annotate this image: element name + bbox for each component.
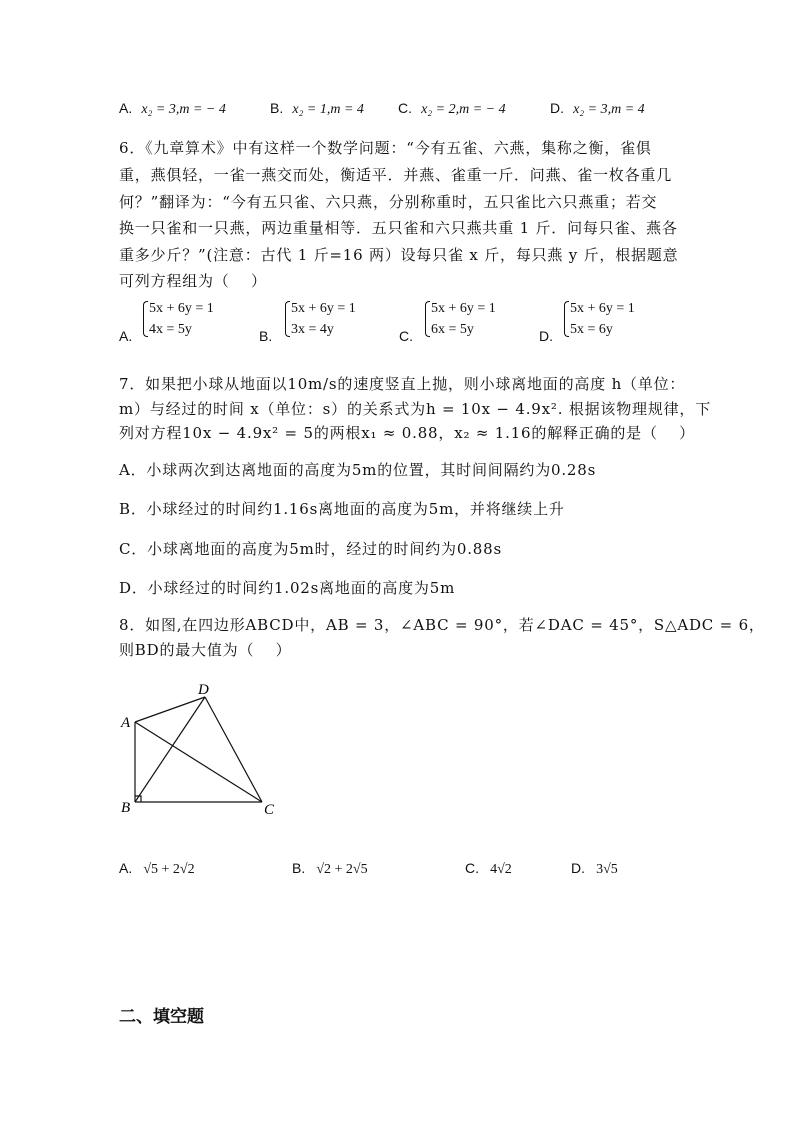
label-d: D [198,682,209,698]
q7-option-c[interactable]: C．小球离地面的高度为5m时，经过的时间约为0.88s [119,540,502,558]
q6-option-b-label[interactable]: B. [259,328,273,344]
q8-option-d[interactable]: D. 3√5 [571,860,618,877]
q8-option-c[interactable]: C. 4√2 [465,860,512,877]
q6-option-c-label[interactable]: C. [399,328,413,344]
q7-line-1: 7．如果把小球从地面以10m/s的速度竖直上抛，则小球离地面的高度 h（单位： [119,375,686,393]
q6-line-6: 可列方程组为（ ） [119,272,267,290]
q6-option-a-system[interactable]: 5x + 6y = 1 4x = 5y [143,298,214,340]
q6-line-5: 重多少斤？”(注意：古代 1 斤=16 两）设每只雀 x 斤，每只燕 y 斤，根据题意 [119,246,679,264]
q5-option-d-expr: x₂ = 3,m = 4 [573,102,645,117]
q7-option-b[interactable]: B．小球经过的时间约1.16s离地面的高度为5m，并将继续上升 [119,500,565,518]
q6-option-c-system[interactable]: 5x + 6y = 1 6x = 5y [425,298,496,340]
label-a: A [121,715,131,731]
label-c: C [264,802,275,818]
q8-line-1: 8．如图,在四边形ABCD中，AB = 3，∠ABC = 90°，若∠DAC = 45°，S△ADC = 6， [119,616,765,634]
segment-bd [135,697,205,802]
q6-option-b-system[interactable]: 5x + 6y = 1 3x = 4y [285,298,356,340]
section-heading: 二、填空题 [119,1007,204,1027]
q7-line-2: m）与经过的时间 x（单位：s）的关系式为h = 10x − 4.9x². 根据该物理规律，下 [119,400,712,418]
q7-option-a[interactable]: A．小球两次到达离地面的高度为5m的位置，其时间间隔约为0.28s [119,461,597,479]
q8-option-c-expr: 4√2 [490,862,512,877]
q5-option-a[interactable]: A. x₂ = 3,m = − 4 [119,100,226,117]
q6-line-2: 重，燕俱轻，一雀一燕交而处，衡适平．并燕、雀重一斤．问燕、雀一枚各重几 [119,166,673,184]
label-b: B [121,800,131,816]
q6-option-d-system[interactable]: 5x + 6y = 1 5x = 6y [564,298,635,340]
q7-option-d[interactable]: D．小球经过的时间约1.02s离地面的高度为5m [119,579,456,597]
q6-line-3: 何？”翻译为：“今有五只雀、六只燕，分别称重时，五只雀比六只燕重；若交 [119,193,658,211]
q8-quadrilateral-figure [110,680,290,820]
q5-option-c-expr: x₂ = 2,m = − 4 [421,102,506,117]
q5-option-d[interactable]: D. x₂ = 3,m = 4 [550,100,645,117]
q8-option-d-expr: 3√5 [596,862,618,877]
q8-option-b[interactable]: B. √2 + 2√5 [292,860,368,877]
q8-option-b-expr: √2 + 2√5 [316,862,368,877]
q5-option-b[interactable]: B. x₂ = 1,m = 4 [270,100,364,117]
q5-option-c[interactable]: C. x₂ = 2,m = − 4 [398,100,506,117]
q6-line-4: 换一只雀和一只燕，两边重量相等．五只雀和六只燕共重 1 斤．问每只雀、燕各 [119,219,678,237]
q5-option-b-expr: x₂ = 1,m = 4 [292,102,364,117]
q7-line-3: 列对方程10x − 4.9x² = 5的两根x₁ ≈ 0.88，x₂ ≈ 1.16的解释正确的是（ ） [119,424,695,442]
q6-option-a-label[interactable]: A. [119,328,133,344]
q6-option-d-label[interactable]: D. [539,328,553,344]
q8-line-2: 则BD的最大值为（ ） [119,641,292,659]
q5-option-a-expr: x₂ = 3,m = − 4 [141,102,226,117]
q6-line-1: 6．《九章算术》中有这样一个数学问题：“今有五雀、六燕，集称之衡，雀俱 [119,139,652,157]
q8-option-a-expr: √5 + 2√2 [143,862,195,877]
segment-ac [135,722,262,802]
segment-da [135,697,205,722]
segment-cd [205,697,262,802]
q8-option-a[interactable]: A. √5 + 2√2 [119,860,195,877]
